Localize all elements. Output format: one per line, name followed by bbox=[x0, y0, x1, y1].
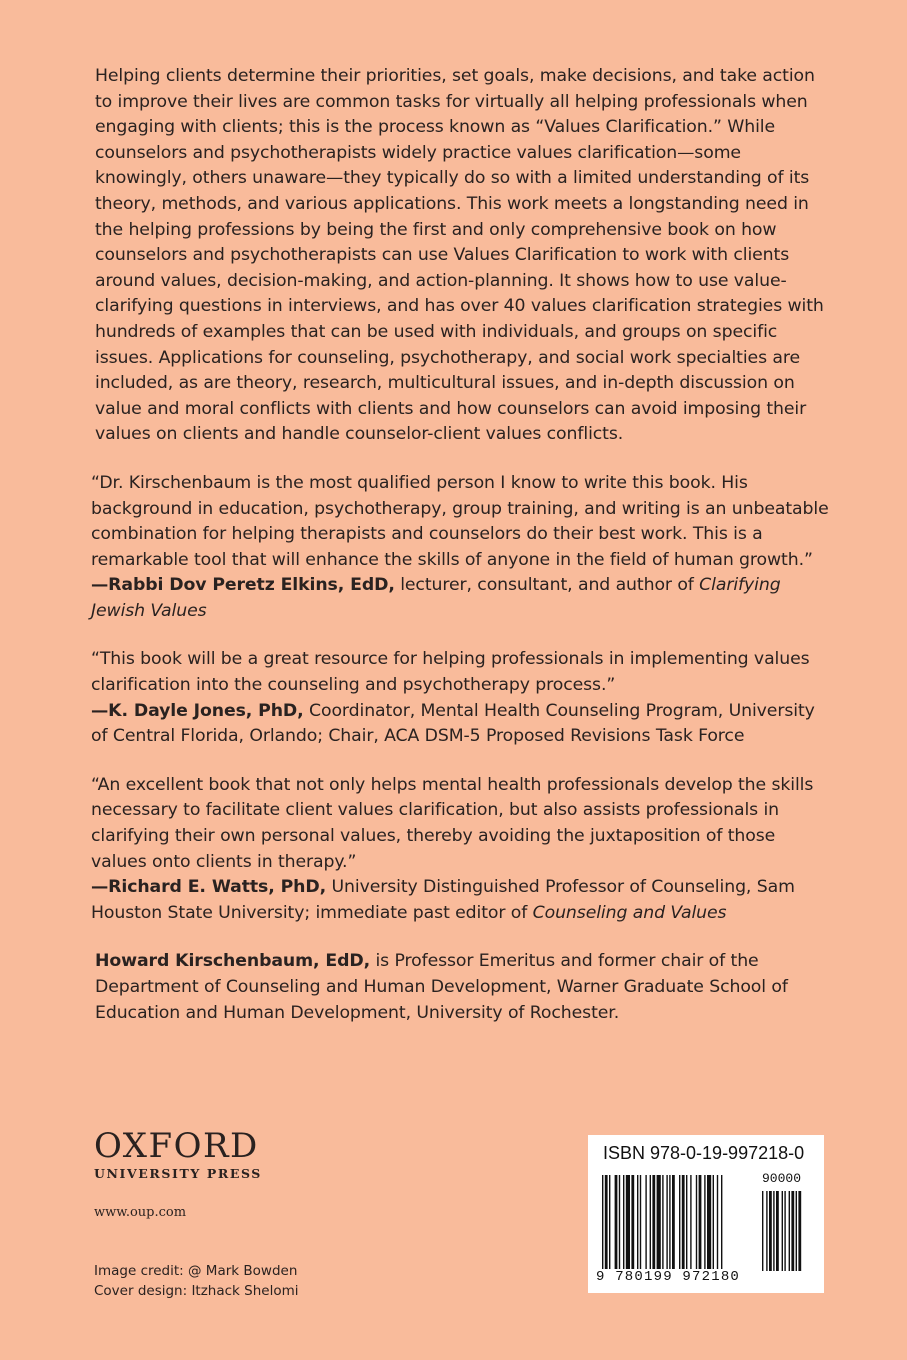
endorsement-text: “This book will be a great resource for helping professionals in implementing values clarification into the counseling and psychotherapy process.” bbox=[91, 649, 810, 696]
barcode-bars bbox=[602, 1175, 812, 1271]
author-bio-text: is Professor Emeritus and former chair of the Department of Counseling and Human Development, Warner Graduate School of Education and Human Development, University of Rochester. bbox=[95, 951, 788, 1023]
barcode-bar bbox=[696, 1175, 697, 1269]
barcode-bar bbox=[679, 1175, 680, 1269]
barcode-bar bbox=[672, 1175, 675, 1269]
barcode-bar bbox=[645, 1175, 646, 1269]
barcode-addon-bar bbox=[776, 1191, 779, 1271]
barcode-addon-bar bbox=[782, 1191, 783, 1271]
publisher-subname: UNIVERSITY PRESS bbox=[94, 1166, 262, 1181]
barcode-bar bbox=[662, 1175, 663, 1269]
barcode-addon-bar bbox=[784, 1191, 785, 1271]
barcode-bar bbox=[640, 1175, 641, 1269]
barcode-bar bbox=[615, 1175, 618, 1269]
barcode-addon-bar bbox=[766, 1191, 767, 1271]
image-credit: Image credit: @ Mark Bowden bbox=[94, 1263, 298, 1279]
barcode-bar bbox=[605, 1175, 608, 1269]
barcode-addon-number: 90000 bbox=[762, 1171, 802, 1186]
barcode-bar bbox=[650, 1175, 651, 1269]
barcode-addon-bar bbox=[796, 1191, 797, 1271]
barcode-bar bbox=[669, 1175, 670, 1269]
barcode-bar bbox=[686, 1175, 687, 1269]
barcode-bar bbox=[690, 1175, 691, 1269]
barcode-addon-bar bbox=[762, 1191, 763, 1271]
endorsement-text: “Dr. Kirschenbaum is the most qualified person I know to write this book. His background in education, psychotherapy, group training, and writing is an unbeatable combination for helping therapists and counselors do their best work. This is a remarkable tool that will enhance the skills of anyone in the field of human growth.” bbox=[91, 472, 829, 570]
barcode-bar bbox=[707, 1175, 711, 1269]
barcode-bar bbox=[699, 1175, 702, 1269]
endorser-affiliation: lecturer, consultant, and author of bbox=[394, 575, 700, 596]
endorser-affiliation: University Distinguished Professor of Counseling, Sam Houston State University; immediate past editor of bbox=[91, 877, 795, 923]
author-name: Howard Kirschenbaum, EdD, bbox=[95, 951, 371, 972]
barcode-addon-bar bbox=[789, 1191, 790, 1271]
author-bio bbox=[95, 949, 835, 1026]
isbn-barcode bbox=[588, 1135, 824, 1293]
publisher-logo bbox=[94, 1128, 262, 1181]
endorsement-attribution bbox=[91, 699, 835, 750]
barcode-bar bbox=[721, 1175, 722, 1269]
barcode-bar bbox=[666, 1175, 667, 1269]
endorsement-text: “An excellent book that not only helps mental health professionals develop the skills necessary to facilitate client values clarification, but also assists professionals in clarifying their own personal values, thereby avoiding the juxtaposition of those values onto clients in therapy.” bbox=[91, 774, 814, 872]
barcode-bar bbox=[631, 1175, 634, 1269]
endorsement-1 bbox=[91, 471, 835, 625]
publisher-name: OXFORD bbox=[94, 1126, 259, 1166]
endorsement-3 bbox=[91, 773, 835, 927]
barcode-bar bbox=[637, 1175, 638, 1269]
endorsement-attribution bbox=[91, 875, 835, 926]
barcode-ean-digits: 9 780199 972180 bbox=[596, 1269, 741, 1285]
barcode-bar bbox=[713, 1175, 714, 1269]
barcode-bar bbox=[626, 1175, 630, 1269]
barcode-bar bbox=[657, 1175, 661, 1269]
barcode-addon-bar bbox=[769, 1191, 772, 1271]
barcode-bar bbox=[682, 1175, 685, 1269]
endorsement-attribution bbox=[91, 573, 835, 624]
endorser-affiliation: Coordinator, Mental Health Counseling Program, University of Central Florida, Orlando; Chair, ACA DSM-5 Proposed Revisions Task Force bbox=[91, 700, 815, 747]
barcode-bar bbox=[652, 1175, 655, 1269]
barcode-addon-bar bbox=[791, 1191, 794, 1271]
endorser-book-title: Clarifying Jewish Values bbox=[91, 575, 781, 621]
barcode-bar bbox=[704, 1175, 705, 1269]
endorser-name: —Richard E. Watts, PhD, bbox=[91, 877, 327, 898]
barcode-bar bbox=[623, 1175, 624, 1269]
barcode-bar bbox=[619, 1175, 620, 1269]
barcode-addon-bar bbox=[773, 1191, 774, 1271]
barcode-bar bbox=[602, 1175, 603, 1269]
publisher-url: www.oup.com bbox=[94, 1205, 187, 1220]
book-description: Helping clients determine their priorities, set goals, make decisions, and take action to improve their lives are common tasks for virtually all helping professionals when engaging with clients; this is the process known as “Values Clarification.” While counselors and psychotherapists widely practice values clarification—some knowingly, others unaware—they typically do so with a limited understanding of its theory, methods, and various applications. This work meets a longstanding need in the helping professions by being the first and only comprehensive book on how counselors and psychotherapists can use Values Clarification to work with clients around values, decision-making, and action-planning. It shows how to use value-clarifying questions in interviews, and has over 40 values clarification strategies with hundreds of examples that can be used with individuals, and groups on specific issues. Applications for counseling, psychotherapy, and social work specialties are included, as are theory, research, multicultural issues, and in-depth discussion on value and moral conflicts with clients and how counselors can avoid imposing their values on clients and handle counselor-client values conflicts. bbox=[95, 66, 824, 445]
back-cover-text bbox=[91, 64, 835, 1049]
isbn-number: ISBN 978-0-19-997218-0 bbox=[603, 1143, 805, 1163]
endorser-book-title: Counseling and Values bbox=[532, 902, 727, 923]
endorsement-2 bbox=[91, 647, 835, 749]
endorser-name: —Rabbi Dov Peretz Elkins, EdD, bbox=[91, 575, 395, 596]
barcode-bar bbox=[609, 1175, 610, 1269]
barcode-addon-bar bbox=[798, 1191, 801, 1271]
endorser-name: —K. Dayle Jones, PhD, bbox=[91, 700, 304, 721]
cover-credits bbox=[94, 1261, 299, 1301]
barcode-bar bbox=[717, 1175, 718, 1269]
cover-design-credit: Cover design: Itzhack Shelomi bbox=[94, 1283, 299, 1299]
